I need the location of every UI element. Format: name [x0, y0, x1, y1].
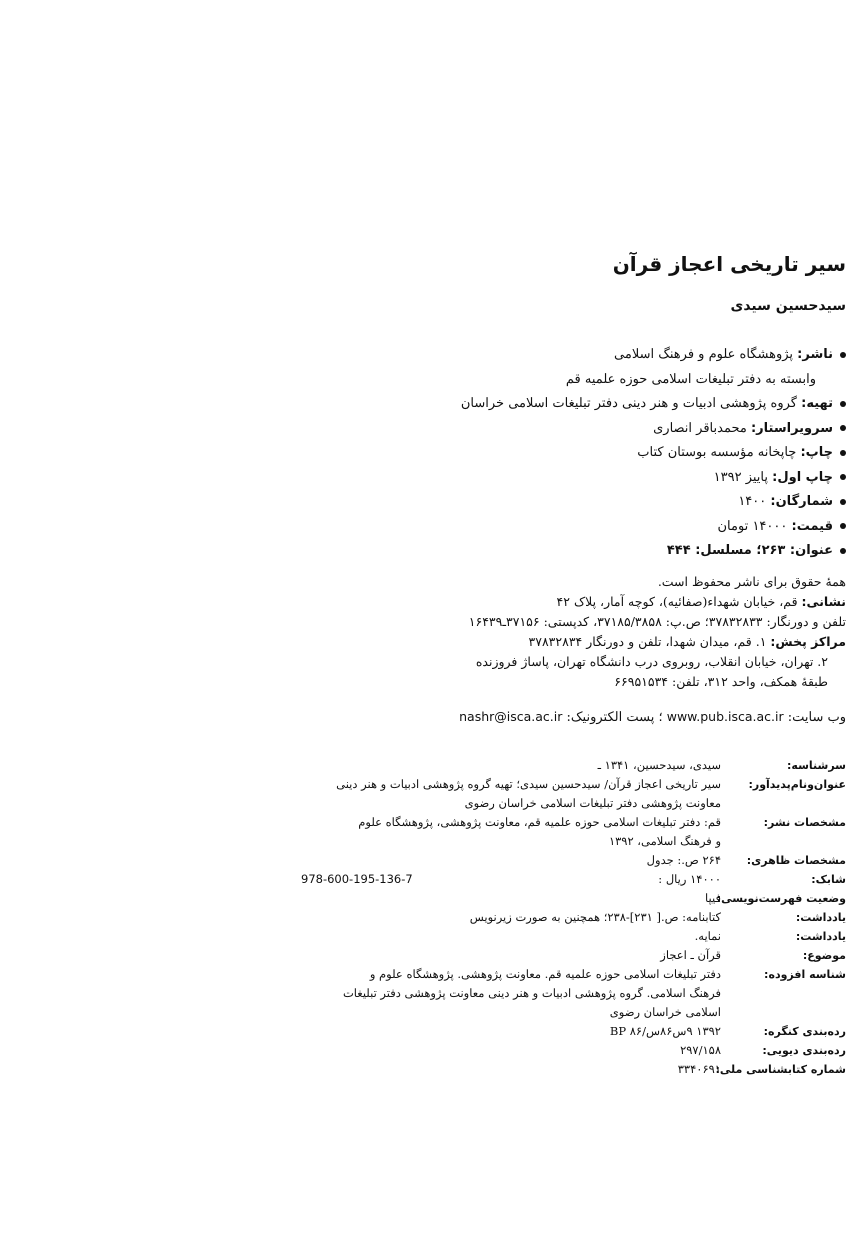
- bullet-icon: [840, 548, 846, 554]
- catalog-row: [301, 965, 846, 1022]
- catalog-label: شماره کتابشناسی ملی:: [715, 1063, 846, 1076]
- isbn-number: 978-600-195-136-7: [301, 872, 413, 886]
- bullet-icon: [840, 450, 846, 456]
- catalog-label: رده‌بندی دیویی:: [762, 1044, 846, 1057]
- spec-publisher: ناشر: پژوهشگاه علوم و فرهنگ اسلامی: [286, 343, 846, 368]
- catalog-value: قرآن ـ اعجاز: [660, 948, 721, 962]
- catalog-label: رده‌بندی کنگره:: [763, 1025, 846, 1038]
- cataloging-block: [301, 756, 846, 1079]
- catalog-label: موضوع:: [802, 949, 846, 962]
- book-author: سید‌حسین سیدی: [730, 298, 846, 314]
- catalog-label: سرشناسه:: [787, 759, 846, 772]
- catalog-row: [301, 756, 846, 775]
- catalog-label: عنوان‌ونام‌پدیدآور:: [748, 778, 846, 791]
- copyright-notice: همهٔ حقوق برای ناشر محفوظ است.: [657, 574, 846, 589]
- catalog-row: [301, 870, 846, 889]
- spec-first-edition: چاپ اول: پاییز ۱۳۹۲: [286, 466, 846, 491]
- publisher-info: [286, 572, 846, 692]
- catalog-value: ۳۳۴۰۶۹۱: [677, 1062, 721, 1076]
- catalog-value: ۲۹۷/۱۵۸: [680, 1043, 721, 1057]
- catalog-row: [301, 1041, 846, 1060]
- distribution-line-2: ۲. تهران، خیابان انقلاب، روبروی درب دانشگاه تهران، پاساژ فروزنده: [475, 654, 828, 669]
- book-title: سیر تاریخی اعجاز قرآن: [612, 252, 846, 276]
- catalog-row: [301, 908, 846, 927]
- catalog-value: ۲۶۴ ص.: جدول: [646, 853, 721, 867]
- distribution-line-3: طبقهٔ همکف، واحد ۳۱۲، تلفن: ۶۶۹۵۱۵۳۴: [614, 674, 828, 689]
- catalog-row: [301, 889, 846, 908]
- bullet-icon: [840, 401, 846, 407]
- bullet-icon: [840, 523, 846, 529]
- catalog-label: وضعیت فهرست‌نویسی:: [716, 892, 846, 905]
- address-line: نشانی: قم، خیابان شهداء(صفائیه)، کوچه آمار، پلاک ۴۲: [556, 594, 846, 609]
- bullet-icon: [840, 352, 846, 358]
- catalog-row: [301, 813, 846, 851]
- distribution-line-1: مراکز پخش: ۱. قم، میدان شهدا، تلفن و دورنگار ۳۷۸۳۲۸۳۴: [528, 634, 846, 649]
- catalog-value: کتابنامه: ص.[ ۲۳۱]-۲۳۸؛ همچنین به صورت زیرنویس: [469, 910, 721, 924]
- catalog-value: قم: دفتر تبلیغات اسلامی حوزه علمیه قم، معاونت پژوهشی، پژوهشگاه علوم و فرهنگ اسلامی، ۱۳۹۲: [358, 815, 721, 848]
- spec-prepared-by: تهیه: گروه پژوهشی ادبیات و هنر دینی دفتر تبلیغات اسلامی خراسان: [286, 392, 846, 417]
- website-link[interactable]: www.pub.isca.ac.ir: [666, 709, 784, 724]
- publication-specs: [286, 343, 846, 564]
- catalog-value: دفتر تبلیغات اسلامی حوزه علمیه قم. معاونت پژوهشی. پژوهشگاه علوم و فرهنگ اسلامی. گروه پژوهشی ادبیات و هنر دینی معاونت پژوهشی دفتر تبلیغات اسلامی خراسان رضوی: [342, 967, 721, 1019]
- catalog-label: شناسه افزوده:: [764, 968, 846, 981]
- catalog-value: سیدی، سیدحسین، ۱۳۴۱ ـ: [597, 758, 721, 772]
- bullet-icon: [840, 425, 846, 431]
- catalog-row: [301, 927, 846, 946]
- spec-editor: سرویراستار: محمدباقر انصاری: [286, 417, 846, 442]
- email-link[interactable]: nashr@isca.ac.ir: [459, 709, 563, 724]
- catalog-row: [301, 775, 846, 813]
- bullet-icon: [840, 499, 846, 505]
- catalog-value: فیپا: [705, 891, 721, 905]
- catalog-label: شابک:: [811, 873, 846, 886]
- catalog-label: یادداشت:: [795, 930, 846, 943]
- catalog-value: ۱۳۹۲ ۹س۸۶س/۸۶ BP: [609, 1024, 721, 1038]
- phone-line: تلفن و دورنگار: ۳۷۸۳۲۸۳۳؛ ص.پ: ۳۷۱۸۵/۳۸۵۸، کدپستی: ۳۷۱۵۶ـ۱۶۴۳۹: [468, 614, 846, 629]
- catalog-value: نمایه.: [694, 929, 721, 943]
- spec-price: قیمت: ۱۴۰۰۰ تومان: [286, 515, 846, 540]
- catalog-value: ۱۴۰۰۰ ریال : 978-600-195-136-7: [301, 870, 721, 889]
- spec-serial: عنوان: ۲۶۳؛ مسلسل: ۴۴۴: [286, 539, 846, 564]
- catalog-row: [301, 1060, 846, 1079]
- catalog-row: [301, 946, 846, 965]
- spec-printer: چاپ: چاپخانه مؤسسه بوستان کتاب: [286, 441, 846, 466]
- spec-publisher-affiliation: وابسته به دفتر تبلیغات اسلامی حوزه علمیه قم: [565, 371, 816, 387]
- bullet-icon: [840, 474, 846, 480]
- catalog-label: یادداشت:: [795, 911, 846, 924]
- catalog-label: مشخصات ظاهری:: [746, 854, 846, 867]
- spec-print-run: شمارگان: ۱۴۰۰: [286, 490, 846, 515]
- website-line: وب سایت: www.pub.isca.ac.ir ؛ پست الکترونیک: nashr@isca.ac.ir: [459, 709, 846, 725]
- catalog-row: [301, 851, 846, 870]
- catalog-value: سیر تاریخی اعجاز قرآن/ سید‌حسین سیدی؛ تهیه گروه پژوهشی ادبیات و هنر دینی معاونت پژوهشی دفتر تبلیغات اسلامی خراسان رضوی: [336, 777, 721, 810]
- catalog-row: [301, 1022, 846, 1041]
- catalog-label: مشخصات نشر:: [763, 816, 846, 829]
